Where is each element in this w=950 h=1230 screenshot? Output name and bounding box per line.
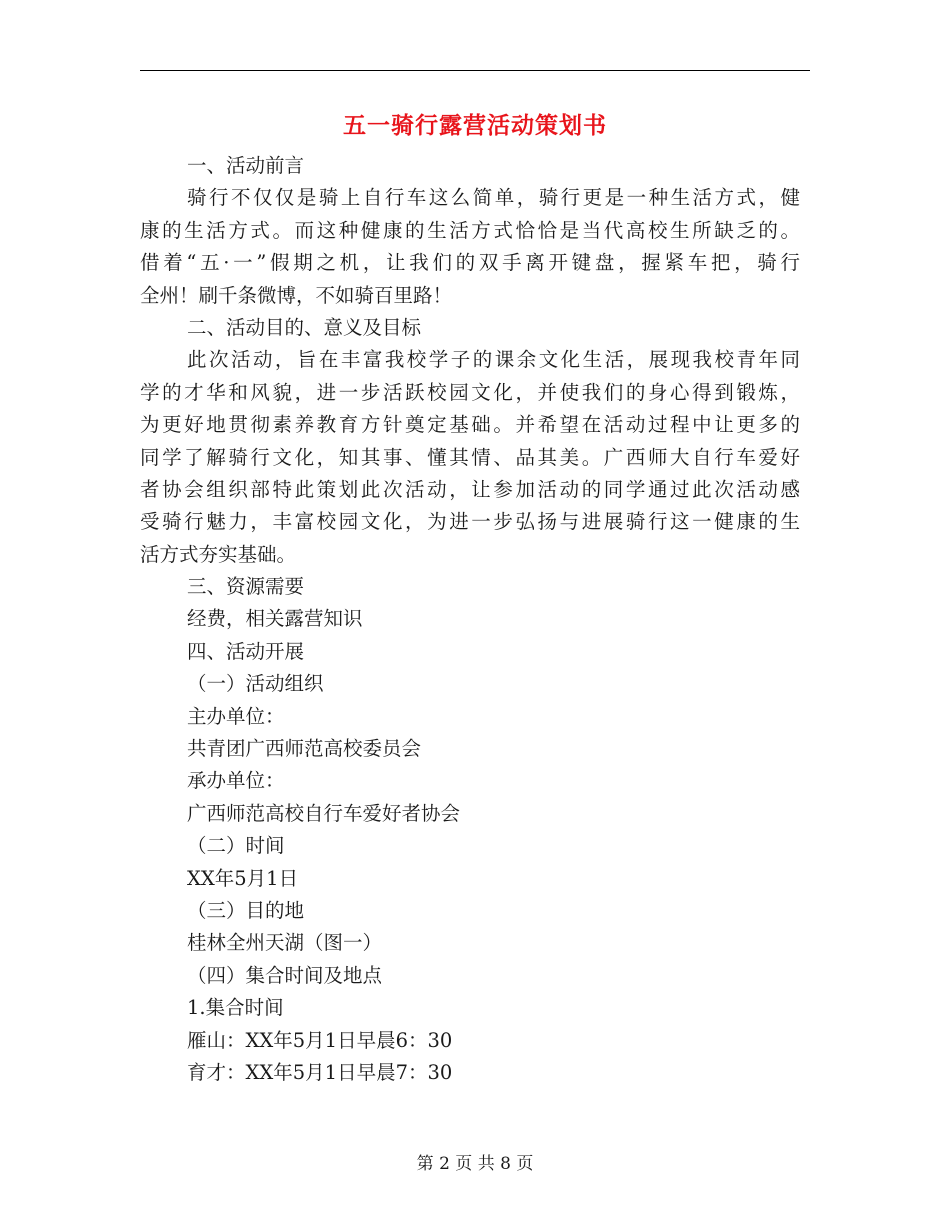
body-line: 承办单位：	[187, 769, 285, 793]
body-line: 广西师范高校自行车爱好者协会	[187, 801, 461, 825]
header-rule	[140, 70, 810, 71]
body-line: 雁山：XX年5月1日早晨6：30	[187, 1028, 453, 1052]
document-title: 五一骑行露营活动策划书	[343, 112, 607, 139]
body-line: 全州！刷千条微博，不如骑百里路！	[140, 283, 453, 307]
body-line: （三）目的地	[187, 898, 305, 922]
body-line: 骑行不仅仅是骑上自行车这么简单，骑行更是一种生活方式，健	[187, 186, 800, 210]
body-line: 一、活动前言	[187, 154, 305, 177]
body-line: 主办单位：	[187, 704, 285, 728]
body-line: 经费，相关露营知识	[187, 607, 363, 631]
body-line: 康的生活方式。而这种健康的生活方式恰恰是当代高校生所缺乏的。	[140, 218, 800, 242]
body-line: 桂林全州天湖（图一）	[187, 931, 383, 955]
body-line: 同学了解骑行文化，知其事、懂其情、品其美。广西师大自行车爱好	[140, 445, 800, 469]
body-line: 育才：XX年5月1日早晨7：30	[187, 1060, 453, 1084]
body-line: 1.集合时间	[187, 996, 284, 1020]
body-line: 四、活动开展	[187, 639, 305, 663]
body-line: 三、资源需要	[187, 575, 305, 599]
body-line: 为更好地贯彻素养教育方针奠定基础。并希望在活动过程中让更多的	[140, 413, 800, 437]
body-line: 此次活动，旨在丰富我校学子的课余文化生活，展现我校青年同	[187, 348, 800, 372]
body-line: （二）时间	[187, 834, 285, 858]
document-body	[140, 150, 800, 1089]
body-line: （四）集合时间及地点	[187, 963, 383, 987]
body-line: 活方式夯实基础。	[140, 542, 297, 566]
body-line: 借着“五·一”假期之机，让我们的双手离开键盘，握紧车把，骑行	[140, 251, 800, 275]
body-line: 二、活动目的、意义及目标	[187, 315, 422, 339]
body-line: 受骑行魅力，丰富校园文化，为进一步弘扬与进展骑行这一健康的生	[140, 510, 800, 534]
body-line: 者协会组织部特此策划此次活动，让参加活动的同学通过此次活动感	[140, 477, 800, 501]
body-line: XX年5月1日	[187, 866, 299, 890]
page-number: 第 2 页 共 8 页	[416, 1154, 534, 1174]
body-line: （一）活动组织	[187, 672, 324, 696]
body-line: 共青团广西师范高校委员会	[187, 737, 422, 761]
body-line: 学的才华和风貌，进一步活跃校园文化，并使我们的身心得到锻炼，	[140, 380, 800, 404]
